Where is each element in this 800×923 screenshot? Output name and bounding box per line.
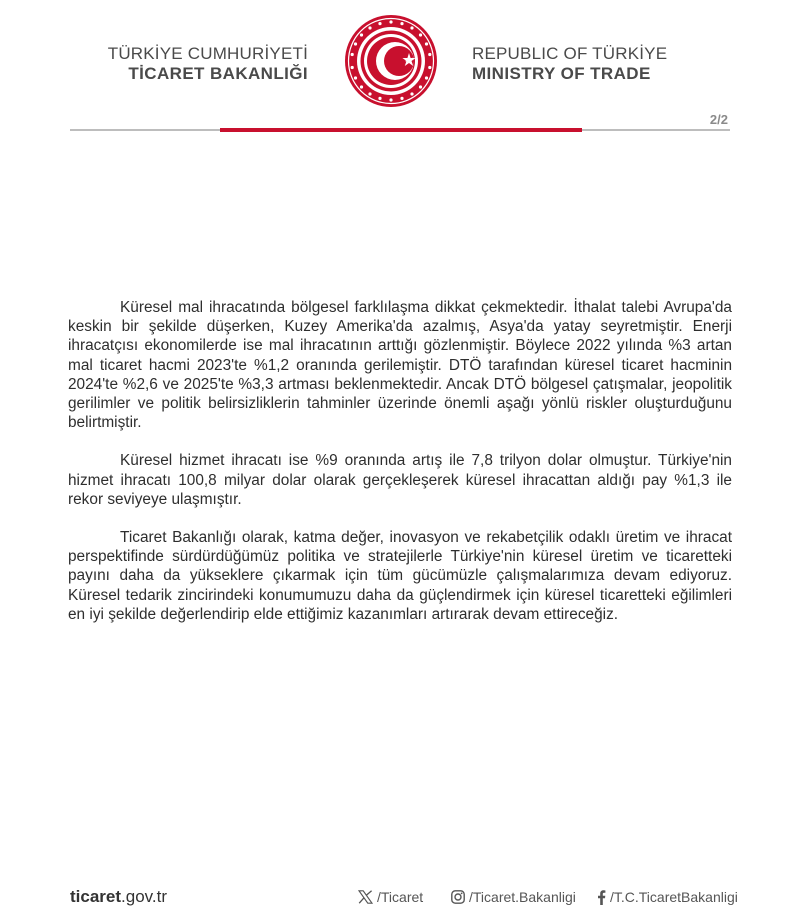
letterhead: [0, 0, 800, 140]
org-name-english: [472, 44, 667, 84]
paragraph: Küresel hizmet ihracatı ise %9 oranında artış ile 7,8 trilyon dolar olmuştur. Türkiye'nin hizmet ihracatı 100,8 milyar dolar olarak gerçekleşerek küresel ihracattan aldığı pay %1,3 ile rekor seviyeye ulaşmıştır.: [68, 452, 732, 508]
instagram-link[interactable]: [451, 889, 576, 905]
header-divider-accent: [220, 128, 582, 132]
page-number: 2/2: [709, 112, 728, 127]
x-handle: /Ticaret: [377, 889, 424, 905]
org-en-line2: MINISTRY OF TRADE: [472, 64, 651, 83]
ministry-seal-icon: [343, 13, 439, 109]
x-icon: [358, 890, 373, 904]
org-tr-line1: TÜRKİYE CUMHURİYETİ: [107, 44, 308, 63]
website-domain: .gov.tr: [121, 887, 168, 906]
paragraph: Ticaret Bakanlığı olarak, katma değer, inovasyon ve rekabetçilik odaklı üretim ve ihracat perspektifinde sürdürdüğümüz politika ve stratejilerle Türkiye'nin küresel üretim ve ticaretteki payını daha da yükseklere çıkarmak için tüm gücümüzle çalışmalarımıza devam ediyoruz. Küresel tedarik zincirindeki konumumuzu daha da güçlendirmek için küresel ticaretteki eğilimleri en iyi şekilde değerlendirip elde ettiğimiz kazanımları artırarak devam ettireceğiz.: [68, 529, 732, 623]
letter-body: [68, 298, 732, 643]
website-bold: ticaret: [70, 887, 122, 906]
paragraph: Küresel mal ihracatında bölgesel farklılaşma dikkat çekmektedir. İthalat talebi Avrupa'da keskin bir şekilde düşerken, Kuzey Amerika'da azalmış, Asya'da yatay seyretmiştir. Enerji ihracatçısı ekonomilerde ise mal ihracatının arttığı gözlenmiştir. Böylece 2022 yılında %3 artan mal ticaret hacmi 2023'te %1,2 oranında gerilemiştir. DTÖ tarafından küresel ticaret hacminin 2024'te %2,6 ve 2025'te %3,3 artması beklenmektedir. Ancak DTÖ bölgesel çatışmalar, jeopolitik gerilimler ve politik belirsizliklerin tahminler üzerinde önemli aşağı yönlü riskler oluşturduğunu belirtmiştir.: [68, 299, 732, 432]
org-name-turkish: [108, 44, 308, 84]
org-en-line1: REPUBLIC OF TÜRKİYE: [472, 44, 668, 63]
instagram-handle: /Ticaret.Bakanligi: [469, 889, 576, 905]
website-link[interactable]: [70, 887, 167, 907]
footer: [0, 880, 800, 910]
instagram-icon: [451, 890, 465, 904]
x-link[interactable]: [358, 889, 423, 905]
org-tr-line2: TİCARET BAKANLIĞI: [128, 64, 308, 83]
facebook-icon: [597, 890, 606, 905]
facebook-handle: /T.C.TicaretBakanligi: [610, 889, 738, 905]
facebook-link[interactable]: [597, 889, 738, 905]
